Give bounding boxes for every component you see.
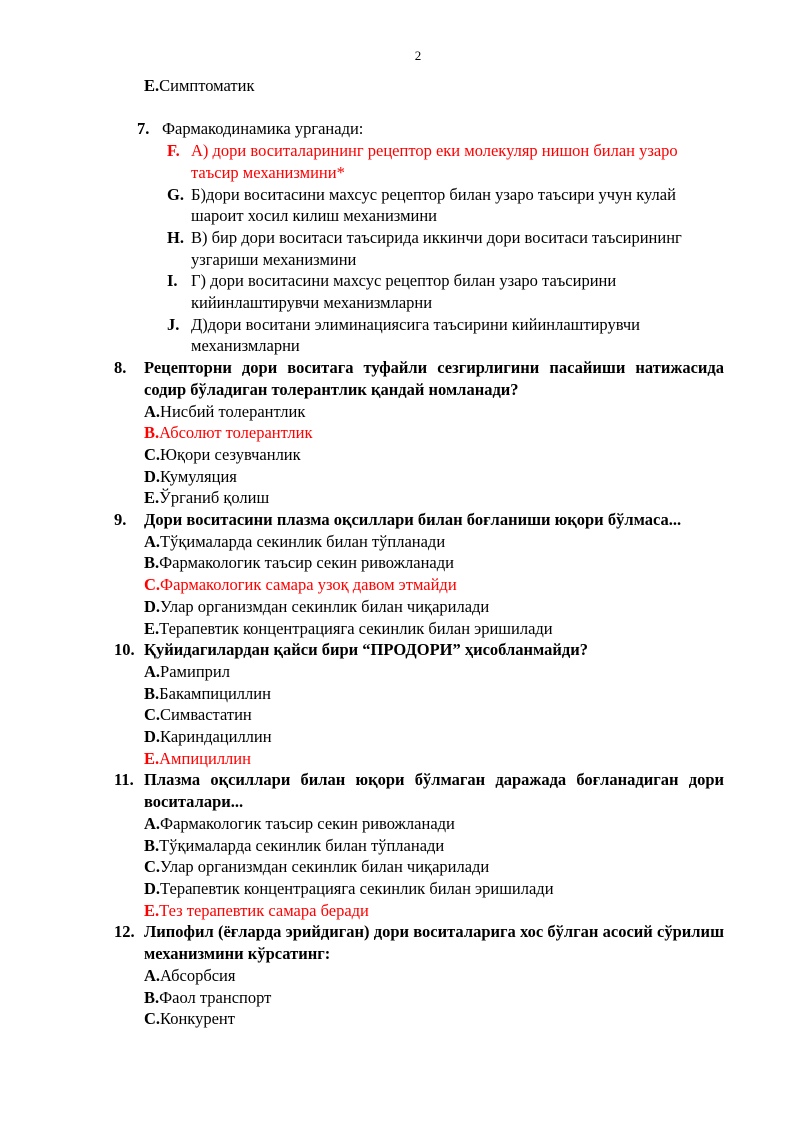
option-letter: B. bbox=[144, 553, 160, 573]
answer-option bbox=[114, 704, 724, 726]
question-text: Липофил (ёғларда эрийдиган) дори воситаларига хос бўлган асосий сўрилиш механизмини кўрсатинг: bbox=[144, 922, 724, 964]
option-letter: E. bbox=[144, 618, 160, 638]
option-text: Кумуляция bbox=[160, 466, 237, 486]
answer-option bbox=[114, 487, 724, 509]
question-number: 8. bbox=[114, 358, 127, 378]
option-letter: A. bbox=[144, 661, 161, 681]
answer-option-correct bbox=[114, 422, 724, 444]
option-text: Фаол транспорт bbox=[159, 987, 272, 1007]
answer-option bbox=[114, 227, 724, 270]
option-text: Терапевтик концентрацияга секинлик билан эришилади bbox=[160, 879, 554, 898]
answer-option bbox=[114, 661, 724, 683]
option-text: Г) дори воситасини махсус рецептор билан узаро таъсирини кийинлаштирувчи механизмларни bbox=[191, 271, 617, 313]
option-letter: G. bbox=[167, 184, 184, 204]
option-text: Тўқималарда секинлик билан тўпланади bbox=[160, 531, 446, 551]
option-text: Рамиприл bbox=[160, 661, 230, 681]
option-letter: C. bbox=[144, 705, 161, 725]
option-letter: E. bbox=[144, 900, 160, 920]
question-11 bbox=[114, 769, 724, 812]
answer-option-correct bbox=[114, 140, 724, 183]
answer-option bbox=[114, 314, 724, 357]
question-text: Фармакодинамика урганади: bbox=[162, 119, 364, 139]
option-text: Абсолют толерантлик bbox=[159, 423, 313, 443]
answer-option bbox=[114, 683, 724, 705]
document-body bbox=[114, 75, 724, 1030]
option-text: Кариндациллин bbox=[160, 727, 272, 747]
option-text: Б)дори воситасини махсус рецептор билан узаро таъсири учун кулай шароит хосил килиш механизмини bbox=[191, 184, 676, 226]
answer-option bbox=[114, 270, 724, 313]
option-letter: C. bbox=[144, 444, 161, 464]
option-letter: D. bbox=[144, 879, 161, 898]
option-letter: H. bbox=[167, 227, 184, 247]
question-number: 7. bbox=[137, 119, 150, 139]
option-letter: A. bbox=[144, 401, 161, 421]
option-letter: E. bbox=[144, 748, 160, 768]
answer-option bbox=[114, 1008, 724, 1030]
option-letter: D. bbox=[144, 727, 161, 747]
question-number: 12. bbox=[114, 922, 135, 942]
page-number: 2 bbox=[414, 48, 422, 63]
option-text: Фармакологик самара узоқ давом этмайди bbox=[160, 575, 457, 595]
answer-option bbox=[114, 878, 724, 900]
question-number: 11. bbox=[114, 770, 134, 790]
answer-option bbox=[114, 726, 724, 748]
answer-option-correct bbox=[114, 900, 724, 922]
answer-option bbox=[114, 466, 724, 488]
option-text: Ўрганиб қолиш bbox=[159, 488, 270, 508]
question-text: Рецепторни дори воситага туфайли сезгирлигини пасайиши натижасида содир бўладиган толерантлик қандай номланади? bbox=[144, 358, 724, 399]
option-letter: A. bbox=[144, 813, 161, 833]
option-letter: A. bbox=[144, 531, 161, 551]
option-text: Юқори сезувчанлик bbox=[160, 444, 301, 464]
answer-option bbox=[114, 596, 724, 618]
option-letter: B. bbox=[144, 423, 160, 443]
answer-option bbox=[114, 618, 724, 640]
question-8 bbox=[114, 357, 724, 400]
option-text: Терапевтик концентрацияга секинлик билан эришилади bbox=[159, 618, 553, 638]
option-letter: E. bbox=[144, 76, 160, 95]
answer-option bbox=[114, 184, 724, 227]
question-9 bbox=[114, 509, 724, 531]
option-text: Фармакологик таъсир секин ривожланади bbox=[160, 813, 455, 833]
question-10 bbox=[114, 639, 724, 661]
option-letter: J. bbox=[167, 314, 180, 334]
option-letter: D. bbox=[144, 596, 161, 616]
option-letter: D. bbox=[144, 466, 161, 486]
option-text: А) дори воситаларининг рецептор еки молекуляр нишон билан узаро таъсир механизмини* bbox=[191, 141, 678, 182]
question-text: Плазма оқсиллари билан юқори бўлмаган даражада боғланадиган дори воситалари... bbox=[144, 770, 724, 812]
option-text: Д)дори воситани элиминациясига таъсирини кийинлаштирувчи механизмларни bbox=[191, 314, 641, 356]
answer-option bbox=[114, 965, 724, 987]
option-letter: F. bbox=[167, 141, 180, 161]
option-letter: E. bbox=[144, 488, 160, 508]
answer-option bbox=[114, 552, 724, 574]
option-text: Абсорбсия bbox=[160, 965, 236, 985]
answer-option-correct bbox=[114, 574, 724, 596]
answer-option bbox=[114, 401, 724, 423]
question-12 bbox=[114, 921, 724, 964]
option-text: Фармакологик таъсир секин ривожланади bbox=[159, 553, 454, 573]
answer-option-correct bbox=[114, 748, 724, 770]
answer-option bbox=[114, 444, 724, 466]
option-text: Симптоматик bbox=[159, 76, 255, 95]
option-text: Тўқималарда секинлик билан тўпланади bbox=[159, 835, 445, 855]
question-number: 10. bbox=[114, 640, 135, 660]
option-text: Нисбий толерантлик bbox=[160, 401, 306, 421]
option-text: Улар организмдан секинлик билан чиқарилади bbox=[160, 596, 490, 616]
option-letter: C. bbox=[144, 1009, 161, 1029]
answer-option bbox=[114, 987, 724, 1009]
answer-option bbox=[114, 813, 724, 835]
answer-option bbox=[114, 835, 724, 857]
option-letter: B. bbox=[144, 835, 160, 855]
question-number: 9. bbox=[114, 510, 127, 530]
option-letter: I. bbox=[167, 271, 178, 291]
question-text: Дори воситасини плазма оқсиллари билан боғланиши юқори бўлмаса... bbox=[144, 510, 682, 530]
answer-option bbox=[114, 856, 724, 878]
option-text: Симвастатин bbox=[160, 705, 252, 725]
option-text: Улар организмдан секинлик билан чиқарилади bbox=[160, 857, 490, 877]
option-letter: B. bbox=[144, 683, 160, 703]
option-text: В) бир дори воситаси таъсирида иккинчи дори воситаси таъсирининг узгариши механизмини bbox=[191, 227, 682, 269]
answer-option bbox=[114, 531, 724, 553]
option-text: Тез терапевтик самара беради bbox=[159, 900, 369, 920]
option-text: Бакампициллин bbox=[159, 683, 271, 703]
option-text: Ампициллин bbox=[159, 748, 251, 768]
question-text: Қуйидагилардан қайси бири “ПРОДОРИ” ҳисобланмайди? bbox=[144, 640, 589, 660]
option-letter: C. bbox=[144, 857, 161, 877]
option-letter: C. bbox=[144, 575, 161, 595]
answer-option bbox=[114, 75, 724, 97]
option-text: Конкурент bbox=[160, 1009, 235, 1029]
option-letter: A. bbox=[144, 965, 161, 985]
option-letter: B. bbox=[144, 987, 160, 1007]
question-7 bbox=[114, 118, 724, 140]
